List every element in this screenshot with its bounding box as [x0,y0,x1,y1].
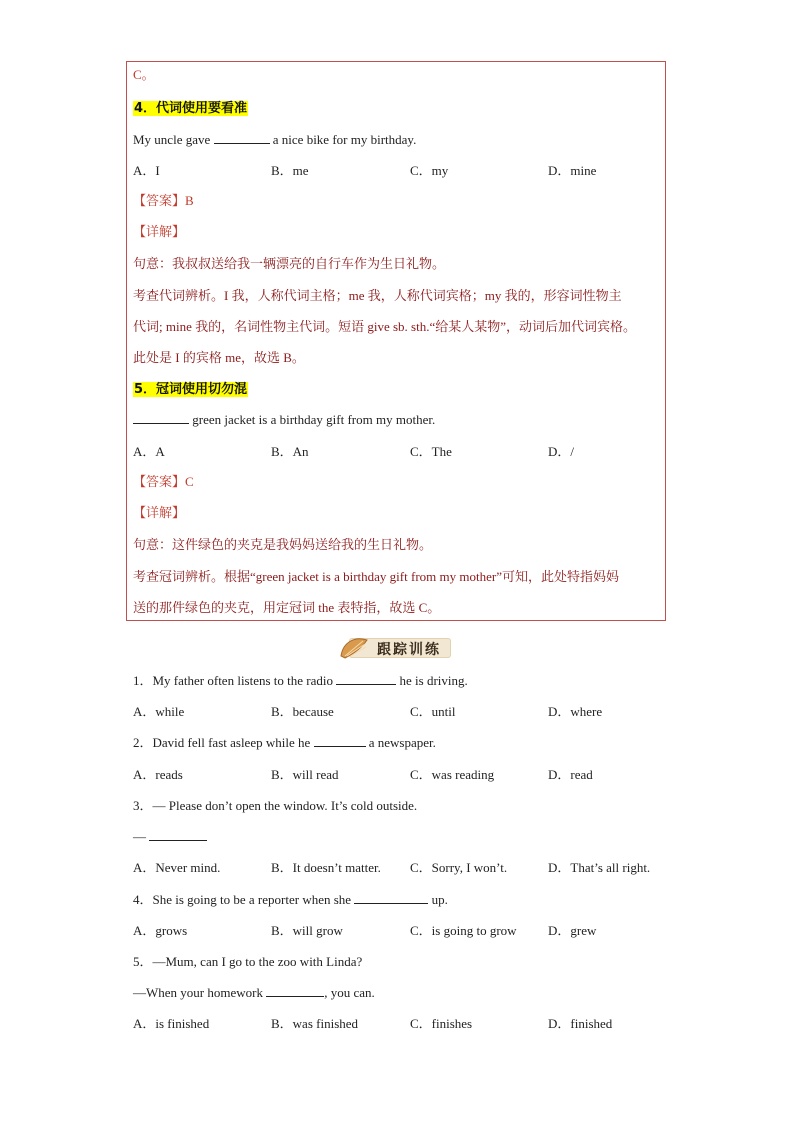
practice-q3-option-a: A．Never mind. [133,860,221,875]
practice-q3-option-b: B．It doesn’t matter. [271,860,381,875]
practice-q5-option-c: C．finishes [410,1016,473,1031]
q4-analysis-line-3: 此处是 I 的宾格 me，故选 B。 [133,350,305,365]
practice-q4-stem: 4．She is going to be a reporter when she up. [133,892,448,907]
practice-q2-option-b: B．will read [271,767,339,782]
practice-q4-option-a: A．grows [133,923,188,938]
q5-detail-label: 【详解】 [133,505,186,520]
banner-title: 跟踪训练 [377,642,441,658]
practice-q3-stem: 3．— Please don’t open the window. It’s cold outside. [133,798,418,813]
practice-q3-option-d: D．That’s all right. [548,860,651,875]
q5-analysis-line-2: 送的那件绿色的夹克，用定冠词 the 表特指，故选 C。 [133,600,441,615]
practice-q2-option-a: A．reads [133,767,183,782]
q4-analysis-line-2: 代词; mine 我的，名词性物主代词。短语 give sb. sth.“给某人某物”，动词后加代词宾格。 [133,319,637,334]
q4-analysis-line-1: 考查代词辨析。I 我，人称代词主格；me 我，人称代词宾格；my 我的，形容词性物主 [133,288,622,303]
practice-q2-stem: 2．David fell fast asleep while he a newspaper. [133,735,436,750]
previous-answer-tail: C。 [133,67,155,82]
q4-answer: 【答案】B [133,193,194,208]
q5-stem: green jacket is a birthday gift from my mother. [133,411,435,429]
q5-option-d: D．/ [548,444,575,459]
practice-q2-option-d: D．read [548,767,593,782]
practice-q5-option-a: A．is finished [133,1016,210,1031]
practice-q1-option-d: D．where [548,704,603,719]
q4-stem: My uncle gave a nice bike for my birthday. [133,132,417,147]
practice-q1-stem: 1．My father often listens to the radio he is driving. [133,673,468,688]
practice-q5-reply: —When your homework , you can. [133,985,375,1000]
q4-option-b: B．me [271,163,309,178]
practice-q3-reply: — [133,828,207,846]
q5-answer: 【答案】C [133,474,194,489]
q5-option-a: A．A [133,444,165,459]
practice-q1-option-b: B．because [271,704,334,719]
practice-q1-option-a: A．while [133,704,185,719]
practice-q4-option-d: D．grew [548,923,597,938]
section-banner [337,632,457,662]
practice-q4-option-b: B．will grow [271,923,343,938]
q4-option-a: A．I [133,163,160,178]
q5-analysis-line-1: 考查冠词辨析。根据“green jacket is a birthday gift from my mother”可知，此处特指妈妈 [133,569,619,584]
practice-q5-option-b: B．was finished [271,1016,359,1031]
practice-q5-option-d: D．finished [548,1016,613,1031]
q5-meaning: 句意：这件绿色的夹克是我妈妈送给我的生日礼物。 [133,537,433,552]
practice-q5-stem: 5．—Mum, can I go to the zoo with Linda? [133,954,363,969]
q5-heading: 5．冠词使用切勿混 [134,382,248,397]
practice-q2-option-c: C．was reading [410,767,495,782]
q5-option-b: B．An [271,444,309,459]
q4-option-c: C．my [410,163,449,178]
practice-q1-option-c: C．until [410,704,456,719]
q4-meaning: 句意：我叔叔送给我一辆漂亮的自行车作为生日礼物。 [133,256,446,271]
q4-option-d: D．mine [548,163,597,178]
shell-icon [337,632,377,662]
q4-heading: 4．代词使用要看准 [134,101,248,116]
practice-q4-option-c: C．is going to grow [410,923,517,938]
q4-detail-label: 【详解】 [133,224,186,239]
q5-option-c: C．The [410,444,452,459]
practice-q3-option-c: C．Sorry, I won’t. [410,860,508,875]
